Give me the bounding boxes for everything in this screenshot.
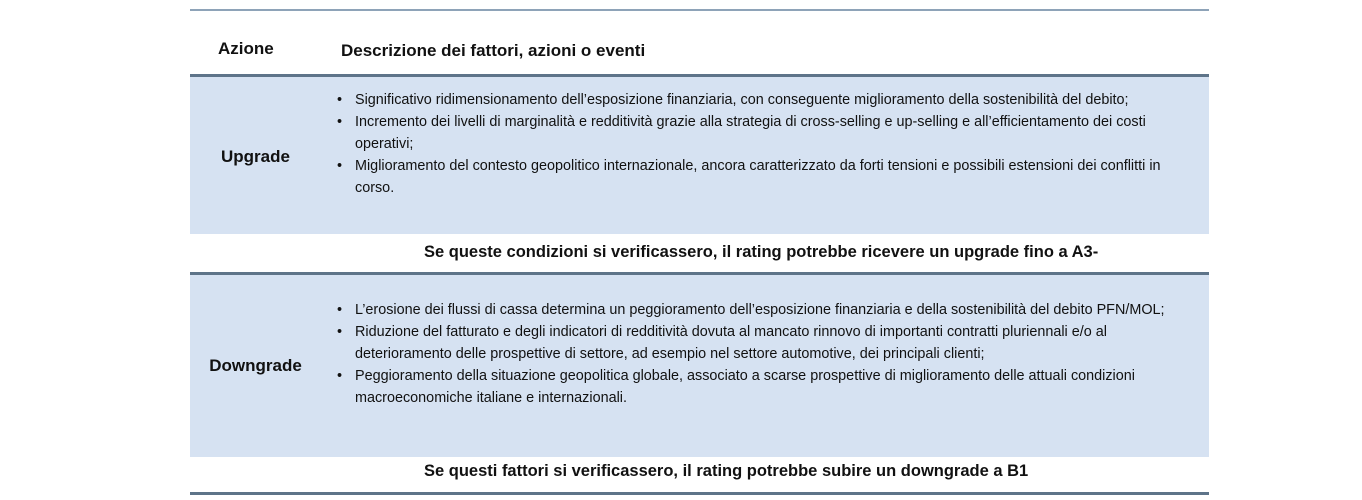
table-bottom-rule <box>190 492 1209 495</box>
bullet-icon: • <box>337 302 343 318</box>
list-item <box>330 89 1190 111</box>
upgrade-factor-text: Significativo ridimensionamento dell’esposizione finanziaria, con conseguente miglioramento della sostenibilità del debito; <box>355 92 1129 108</box>
upgrade-factor-text: Miglioramento del contesto geopolitico internazionale, ancora caratterizzato da forti tensioni e possibili estensioni dei conflitti in corso. <box>355 158 1161 196</box>
downgrade-factor-text: L’erosione dei flussi di cassa determina un peggioramento dell’esposizione finanziaria e della sostenibilità del debito PFN/MOL; <box>355 302 1165 318</box>
table-header-row <box>190 11 1209 74</box>
rating-factors-table <box>190 9 1209 495</box>
bullet-icon: • <box>337 324 343 340</box>
upgrade-factor-text: Incremento dei livelli di marginalità e redditività grazie alla strategia di cross-selling e up-selling e all’efficientamento dei costi operativi; <box>355 114 1146 152</box>
list-item <box>330 111 1190 155</box>
upgrade-factor-list <box>330 89 1190 199</box>
downgrade-label: Downgrade <box>209 356 302 375</box>
downgrade-row <box>190 275 1209 457</box>
header-action: Azione <box>218 39 274 58</box>
list-item <box>330 299 1190 321</box>
header-description: Descrizione dei fattori, azioni o eventi <box>341 41 646 60</box>
list-item <box>330 321 1190 365</box>
downgrade-conclusion-row <box>190 457 1209 492</box>
list-item <box>330 155 1190 199</box>
upgrade-conclusion: Se queste condizioni si verificassero, il rating potrebbe ricevere un upgrade fino a A3- <box>424 243 1099 261</box>
downgrade-conclusion: Se questi fattori si verificassero, il rating potrebbe subire un downgrade a B1 <box>424 462 1029 480</box>
list-item <box>330 365 1190 409</box>
upgrade-row <box>190 77 1209 234</box>
upgrade-conclusion-row <box>190 234 1209 272</box>
bullet-icon: • <box>337 368 343 384</box>
downgrade-factor-list <box>330 299 1190 409</box>
bullet-icon: • <box>337 114 343 130</box>
downgrade-factor-text: Peggioramento della situazione geopolitica globale, associato a scarse prospettive di miglioramento delle attuali condizioni macroeconomiche italiane e internazionali. <box>355 368 1135 406</box>
downgrade-factor-text: Riduzione del fatturato e degli indicatori di redditività dovuta al mancato rinnovo di importanti contratti pluriennali e/o al deterioramento delle prospettive di settore, ad esempio nel settore automotive, dei principali clienti; <box>355 324 1107 362</box>
bullet-icon: • <box>337 158 343 174</box>
upgrade-label: Upgrade <box>221 147 290 166</box>
bullet-icon: • <box>337 92 343 108</box>
